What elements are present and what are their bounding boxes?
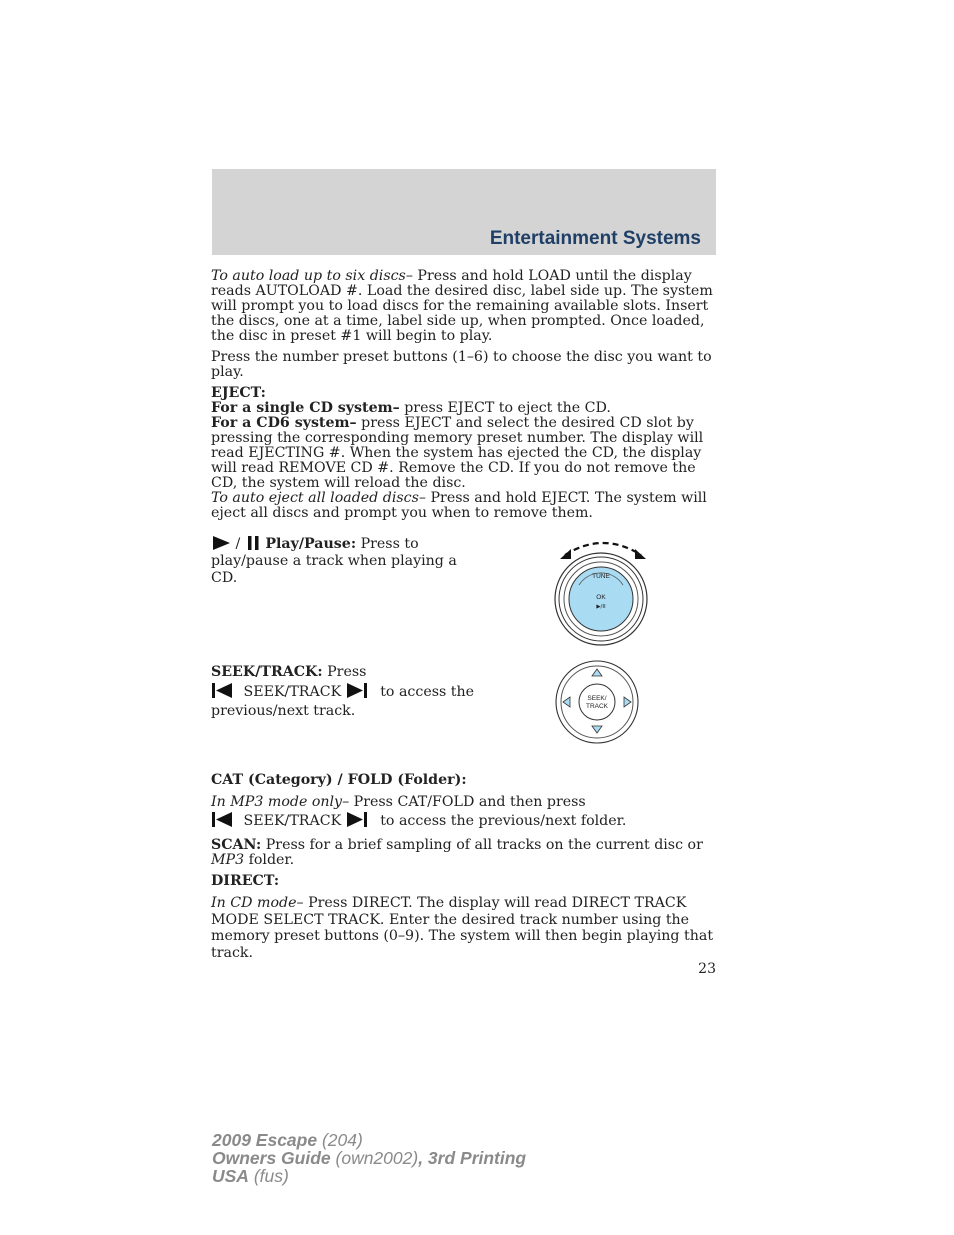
preset-paragraph: Press the number preset buttons (1–6) to choose the disc you want to play. — [211, 349, 712, 380]
footer-line-3: USA (fus) — [212, 1166, 289, 1186]
tune-knob-figure — [551, 537, 655, 649]
autoload-paragraph: To auto load up to six discs– Press and hold LOAD until the display reads AUTOLOAD #. Load the desired disc, label side up. The system will prompt you to load discs for the remaining available slots. Insert the discs, one at a time, label side up, when prompted. Once loaded, the disc in preset #1 will begin to play. — [211, 268, 713, 344]
scan-paragraph: SCAN: Press for a brief sampling of all tracks on the current disc or MP3 folder. — [211, 837, 703, 868]
pad-seek-label: SEEK/ — [587, 695, 607, 702]
footer-line-2: Owners Guide (own2002), 3rd Printing — [212, 1148, 527, 1168]
eject-heading: EJECT: — [211, 385, 266, 401]
cat-heading: CAT (Category) / FOLD (Folder): — [211, 772, 467, 788]
pause-icon — [245, 535, 261, 551]
eject-auto-paragraph: To auto eject all loaded discs– Press and hold EJECT. The system will eject all discs and prompt you when to remove them. — [211, 490, 707, 521]
direct-paragraph: In CD mode– Press DIRECT. The display will read DIRECT TRACK MODE SELECT TRACK. Enter the desired track number using the memory preset buttons (0–9). The system will then begin playing that track. — [211, 895, 714, 961]
cat-seek-previous-icon — [211, 811, 233, 828]
seek-button-label: SEEK/TRACK — [243, 684, 342, 700]
header-band — [212, 169, 716, 255]
seek-pad-figure — [554, 659, 640, 745]
knob-playpause-label: ▶/II — [596, 604, 606, 610]
eject-cd6-paragraph: For a CD6 system– press EJECT and select the desired CD slot by pressing the corresponding memory preset number. The display will read EJECTING #. When the system has ejected the CD, the display will read REMOVE CD #. Remove the CD. If you do not remove the CD, the system will reload the disc. — [211, 415, 704, 491]
cat-paragraph: In MP3 mode only– Press CAT/FOLD and then press SEEK/TRACK to access the previous/next folder. — [211, 794, 627, 829]
seek-previous-icon — [211, 682, 233, 699]
playpause-section — [211, 535, 716, 663]
page-number: 23 — [698, 961, 716, 977]
seek-text: SEEK/TRACK: Press SEEK/TRACK to access the previous/next track. — [211, 664, 475, 719]
page-content — [211, 269, 716, 961]
knob-tune-label: TUNE — [592, 573, 610, 580]
section-title: Entertainment Systems — [489, 228, 701, 249]
play-icon — [211, 535, 231, 551]
playpause-text: / Play/Pause: Press to play/pause a track when playing a CD. — [211, 536, 457, 586]
direct-heading: DIRECT: — [211, 873, 280, 889]
cat-seek-next-icon — [346, 811, 368, 828]
seek-section — [211, 663, 716, 773]
seek-next-icon — [346, 682, 368, 699]
footer-line-1: 2009 Escape (204) — [212, 1130, 363, 1150]
knob-ok-label: OK — [596, 594, 606, 601]
footer — [212, 1131, 526, 1185]
pad-track-label: TRACK — [585, 703, 609, 710]
eject-single-paragraph: For a single CD system– press EJECT to eject the CD. — [211, 400, 611, 416]
